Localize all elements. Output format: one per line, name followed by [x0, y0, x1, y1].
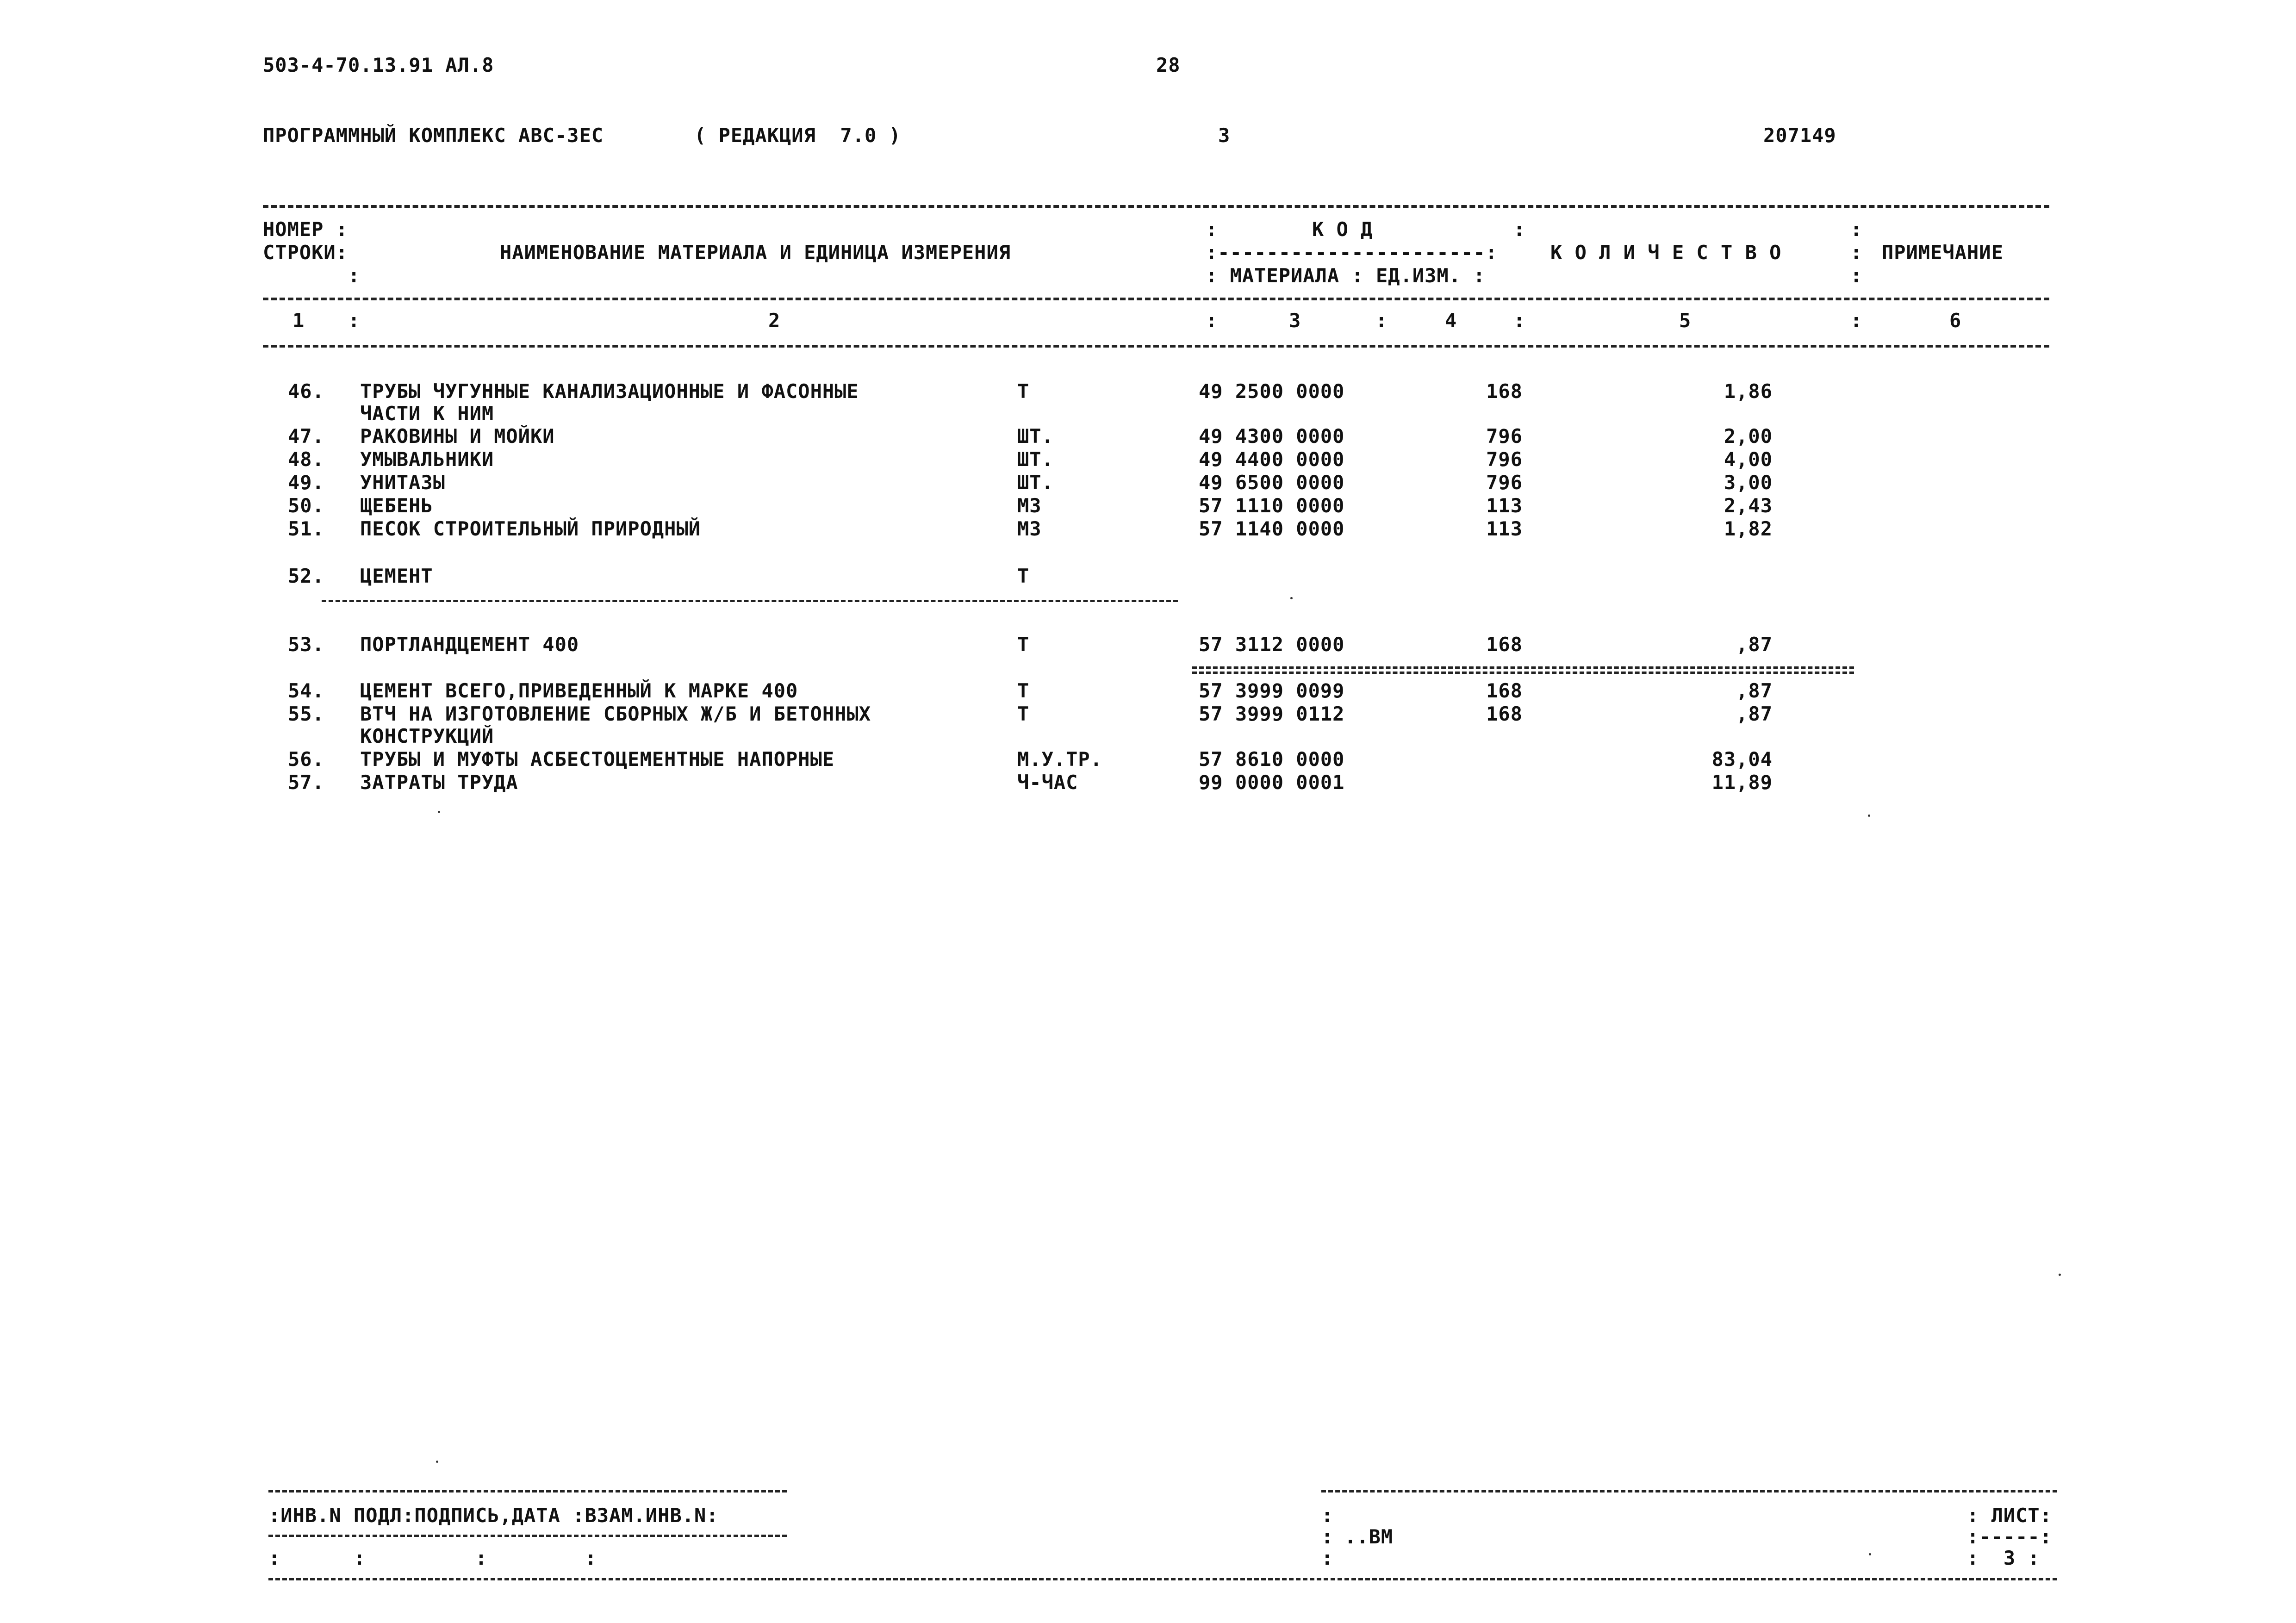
header-mid-rule: [263, 298, 2049, 300]
row-name: ПЕСОК СТРОИТЕЛЬНЫЙ ПРИРОДНЫЙ: [360, 517, 701, 540]
row-qty: 1,82: [1724, 517, 1773, 540]
row-num: 49.: [288, 471, 324, 494]
row-unit: Т: [1017, 380, 1030, 403]
row-num: 46.: [288, 380, 324, 403]
header-note-sep-3: :: [1850, 264, 1863, 287]
row-code: 49 6500 0000: [1199, 471, 1345, 494]
row-name-continuation: ЧАСТИ К НИМ: [360, 402, 494, 425]
row-num: 48.: [288, 448, 324, 471]
column-number-2: 2: [768, 309, 781, 332]
stamp-colon-3: :: [1321, 1547, 1334, 1569]
column-sep-5: :: [1850, 309, 1863, 332]
row-name: УНИТАЗЫ: [360, 471, 446, 494]
sheet-label: : ЛИСТ:: [1967, 1504, 2053, 1527]
row-qty: 11,89: [1711, 771, 1773, 794]
row-qty: 83,04: [1711, 748, 1773, 771]
row-name-continuation: КОНСТРУКЦИЙ: [360, 725, 494, 747]
column-number-4: 4: [1445, 309, 1457, 332]
row-unit-code: 796: [1486, 425, 1523, 448]
scan-dot: [2059, 1274, 2061, 1276]
subtotal-double-rule: [1192, 666, 1854, 669]
scan-dot: [438, 811, 440, 813]
program-name: ПРОГРАММНЫЙ КОМПЛЕКС АВС-3ЕС: [263, 124, 604, 147]
row-unit: Т: [1017, 633, 1030, 656]
column-sep-4: :: [1513, 309, 1526, 332]
row-code: 57 3999 0112: [1199, 703, 1345, 725]
row-name: ТРУБЫ И МУФТЫ АСБЕСТОЦЕМЕНТНЫЕ НАПОРНЫЕ: [360, 748, 835, 771]
header-material-name: НАИМЕНОВАНИЕ МАТЕРИАЛА И ЕДИНИЦА ИЗМЕРЕНИЯ: [500, 241, 1011, 264]
header-row-number-line2: СТРОКИ:: [263, 241, 348, 264]
header-note-sep-2: :: [1850, 241, 1863, 264]
row-code: 57 8610 0000: [1199, 748, 1345, 771]
document-code: 503-4-70.13.91 АЛ.8: [263, 54, 494, 76]
row-name: УМЫВАЛЬНИКИ: [360, 448, 494, 471]
row-num: 50.: [288, 494, 324, 517]
header-code-sep-right: :: [1513, 218, 1526, 241]
row-unit: Ч-ЧАС: [1017, 771, 1078, 794]
stamp-bottom-rule: [268, 1578, 2057, 1580]
stamp-mark: ..ВМ: [1344, 1525, 1394, 1548]
row-unit-code: 113: [1486, 517, 1523, 540]
row-name: ЦЕМЕНТ ВСЕГО,ПРИВЕДЕННЫЙ К МАРКЕ 400: [360, 679, 798, 702]
row-unit-code: 796: [1486, 471, 1523, 494]
header-code-sep-left: :: [1206, 218, 1218, 241]
row-name: ТРУБЫ ЧУГУННЫЕ КАНАЛИЗАЦИОННЫЕ И ФАСОННЫЕ: [360, 380, 859, 403]
stamp-right-top-rule: [1321, 1490, 2057, 1492]
column-number-6: 6: [1949, 309, 1962, 332]
row-code: 49 4400 0000: [1199, 448, 1345, 471]
column-sep-1: :: [348, 309, 361, 332]
row-num: 55.: [288, 703, 324, 725]
row-code: 49 2500 0000: [1199, 380, 1345, 403]
scan-dot: [1869, 1553, 1871, 1555]
column-sep-2: :: [1206, 309, 1218, 332]
row-code: 57 1140 0000: [1199, 517, 1345, 540]
row-qty: ,87: [1736, 633, 1773, 656]
stamp-colon-1: :: [1321, 1504, 1334, 1527]
row-qty: ,87: [1736, 679, 1773, 702]
row-name: ПОРТЛАНДЦЕМЕНТ 400: [360, 633, 579, 656]
row-num: 51.: [288, 517, 324, 540]
document-id: 207149: [1763, 124, 1836, 147]
header-code-title: К О Д: [1312, 218, 1373, 241]
cement-group-rule: [322, 600, 1178, 602]
row-qty: 2,00: [1724, 425, 1773, 448]
column-number-5: 5: [1679, 309, 1692, 332]
table-top-rule: [263, 205, 2049, 208]
row-unit: Т: [1017, 679, 1030, 702]
stamp-left-mid-rule: [268, 1535, 787, 1537]
header-row-number-line3: :: [348, 264, 361, 287]
row-unit: М.У.ТР.: [1017, 748, 1103, 771]
column-number-1: 1: [292, 309, 305, 332]
row-qty: 2,43: [1724, 494, 1773, 517]
row-unit: ШТ.: [1017, 448, 1054, 471]
header-code-rule: :----------------------:: [1206, 241, 1498, 264]
header-code-subcolumns: : МАТЕРИАЛА : ЕД.ИЗМ. :: [1206, 264, 1486, 287]
header-quantity: К О Л И Ч Е С Т В О: [1550, 241, 1782, 264]
row-unit: Т: [1017, 565, 1030, 587]
row-name: ВТЧ НА ИЗГОТОВЛЕНИЕ СБОРНЫХ Ж/Б И БЕТОННЫХ: [360, 703, 871, 725]
row-num: 54.: [288, 679, 324, 702]
row-code: 57 3999 0099: [1199, 679, 1345, 702]
row-name: ЦЕМЕНТ: [360, 565, 433, 587]
row-unit-code: 168: [1486, 633, 1523, 656]
sheet-number: : 3 :: [1967, 1547, 2040, 1569]
row-qty: ,87: [1736, 703, 1773, 725]
row-unit-code: 168: [1486, 380, 1523, 403]
header-note: ПРИМЕЧАНИЕ: [1882, 241, 2004, 264]
scan-dot: [1290, 597, 1293, 599]
row-qty: 1,86: [1724, 380, 1773, 403]
row-code: 49 4300 0000: [1199, 425, 1345, 448]
row-num: 52.: [288, 565, 324, 587]
row-name: ЗАТРАТЫ ТРУДА: [360, 771, 518, 794]
column-sep-3: :: [1375, 309, 1388, 332]
row-unit: М3: [1017, 494, 1042, 517]
stamp-colon-2: :: [1321, 1525, 1334, 1548]
row-num: 53.: [288, 633, 324, 656]
stamp-left-labels: :ИНВ.N ПОДЛ:ПОДПИСЬ,ДАТА :ВЗАМ.ИНВ.N:: [268, 1504, 719, 1527]
row-unit-code: 168: [1486, 703, 1523, 725]
sheet-rule: :-----:: [1967, 1525, 2053, 1548]
stamp-left-blanks: : : : :: [268, 1547, 597, 1569]
program-edition: ( РЕДАКЦИЯ 7.0 ): [694, 124, 901, 147]
row-unit-code: 168: [1486, 679, 1523, 702]
row-qty: 4,00: [1724, 448, 1773, 471]
scan-dot: [1868, 815, 1870, 817]
row-unit-code: 796: [1486, 448, 1523, 471]
stamp-left-top-rule: [268, 1490, 787, 1492]
row-unit: ШТ.: [1017, 471, 1054, 494]
page-number: 28: [1156, 54, 1181, 76]
scan-dot: [436, 1461, 438, 1463]
row-code: 57 1110 0000: [1199, 494, 1345, 517]
row-name: РАКОВИНЫ И МОЙКИ: [360, 425, 555, 448]
header-row-number-line1: НОМЕР :: [263, 218, 348, 241]
section-number: 3: [1218, 124, 1231, 147]
row-code: 99 0000 0001: [1199, 771, 1345, 794]
row-num: 57.: [288, 771, 324, 794]
row-unit: Т: [1017, 703, 1030, 725]
row-unit: М3: [1017, 517, 1042, 540]
row-code: 57 3112 0000: [1199, 633, 1345, 656]
row-unit: ШТ.: [1017, 425, 1054, 448]
row-unit-code: 113: [1486, 494, 1523, 517]
row-num: 47.: [288, 425, 324, 448]
row-num: 56.: [288, 748, 324, 771]
row-name: ЩЕБЕНЬ: [360, 494, 433, 517]
header-bottom-rule: [263, 345, 2049, 348]
column-number-3: 3: [1289, 309, 1301, 332]
header-note-sep-1: :: [1850, 218, 1863, 241]
row-qty: 3,00: [1724, 471, 1773, 494]
